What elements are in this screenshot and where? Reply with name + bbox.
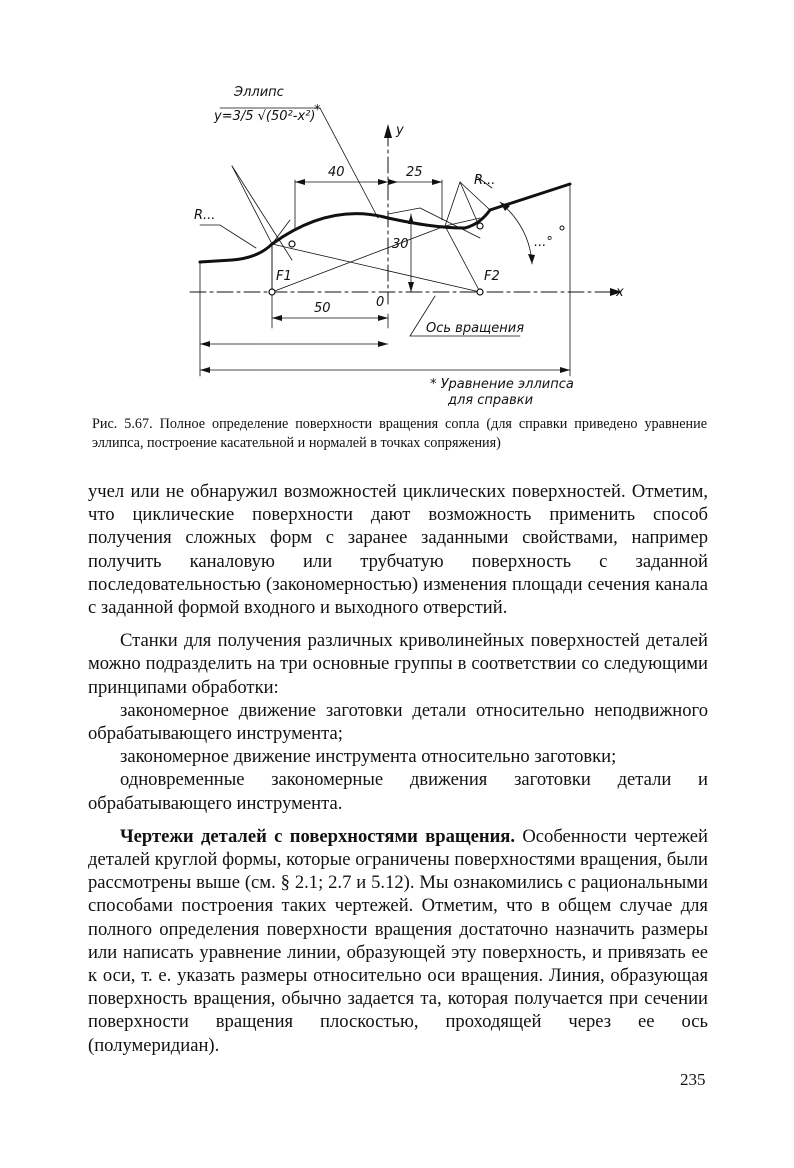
angle-arc	[500, 202, 532, 264]
radius-left-label: R...	[194, 208, 216, 223]
paragraph-4: закономерное движение инструмента относительно заготовки;	[120, 746, 617, 768]
technical-drawing	[180, 78, 640, 408]
ellipse-formula: y=3/5 √(50²-x²)	[214, 109, 316, 124]
tangent-point-left	[289, 241, 295, 247]
figure-caption	[92, 415, 707, 453]
nozzle-profile	[200, 184, 570, 262]
focus-point-f2	[477, 289, 483, 295]
paragraph-3: закономерное движение заготовки детали относительно неподвижного обрабатывающего инструмента;	[88, 699, 708, 745]
page-number: 235	[680, 1070, 706, 1089]
formula-footnote-mark: *	[314, 103, 321, 118]
y-axis-label: y	[396, 123, 404, 138]
x-axis-label: x	[616, 285, 624, 300]
ellipse-title: Эллипс	[234, 85, 284, 100]
dim-label-50: 50	[314, 301, 331, 316]
figure-nozzle-drawing	[180, 78, 640, 408]
y-axis-arrow	[384, 124, 392, 138]
dim-label-30: 30	[392, 237, 409, 252]
section-heading: Чертежи деталей с поверхностями вращения.	[120, 825, 515, 847]
radius-right-label: R...	[474, 173, 496, 188]
origin-label: 0	[376, 295, 385, 310]
footnote-line-1: * Уравнение эллипса	[430, 377, 574, 392]
leader-radius-left	[200, 225, 256, 248]
paragraph-6	[88, 825, 708, 1057]
paragraph-1: учел или не обнаружил возможностей циклических поверхностей. Отметим, что циклические поверхности дают возможность применить способ получения сложных форм с заранее заданными свойствами, например получить каналовую или трубчатую поверхность с заданной последовательностью (закономерностью) изменения площади сечения канала с заданной формой входного и выходного отверстий.	[88, 481, 708, 619]
leader-ellipse	[220, 108, 378, 218]
focus-point-f1	[269, 289, 275, 295]
caption-number: Рис. 5.67.	[92, 416, 153, 432]
focus-f1-label: F1	[276, 269, 292, 284]
body-text	[88, 480, 708, 1057]
dim-label-25: 25	[406, 165, 423, 180]
axis-of-rotation-label: Ось вращения	[426, 321, 525, 336]
dim-label-40: 40	[328, 165, 345, 180]
angle-label: ...°	[534, 235, 553, 250]
degree-mark	[560, 226, 564, 230]
paragraph-2: Станки для получения различных криволинейных поверхностей деталей можно подразделить на три основные группы в соответствии со следующими принципами обработки:	[88, 630, 708, 698]
tangent-point-right	[477, 223, 483, 229]
focus-f2-label: F2	[484, 269, 500, 284]
footnote-line-2: для справки	[448, 393, 534, 408]
paragraph-5: одновременные закономерные движения заготовки детали и обрабатывающего инструмента.	[88, 769, 708, 814]
caption-text: Полное определение поверхности вращения сопла (для справки приведено уравнение эллипса, построение касательной и нормалей в точках сопряжения)	[92, 416, 708, 451]
paragraph-6-text: Особенности чертежей деталей круглой формы, которые ограничены поверхностями вращения, были рассмотрены выше (см. § 2.1; 2.7 и 5.12). Мы ознакомились с рациональными способами построения таких чертежей. Отметим, что в общем случае для полного определения поверхности вращения достаточно назначить размеры или написать уравнение линии, образующей эту поверхность, и привязать ее к оси, т. е. указать размеры относительно оси вращения. Линия, образующая поверхность вращения, обычно задается та, которая получается при сечении поверхности вращения плоскостью, проходящей через ее ось (полумеридиан).	[88, 825, 708, 1056]
